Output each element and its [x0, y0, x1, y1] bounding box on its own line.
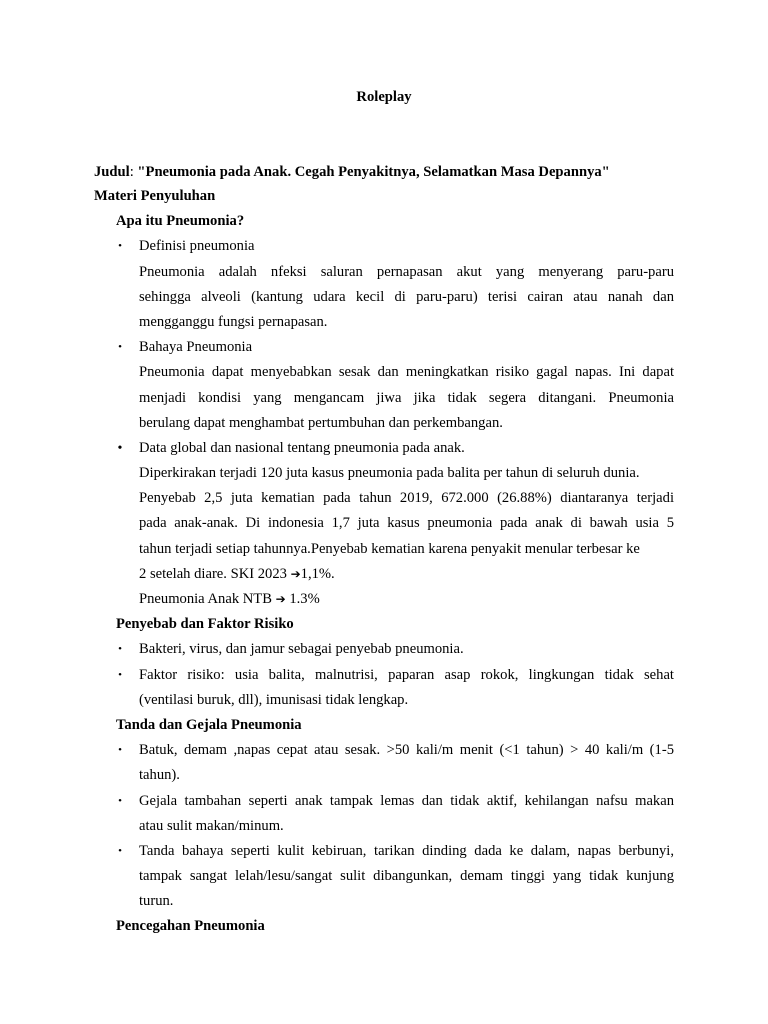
paragraph-data-global	[94, 461, 674, 612]
bullet-icon: •	[118, 341, 122, 354]
paragraph-line: (ventilasi buruk, dll), imunisasi tidak lengkap.	[139, 691, 409, 708]
paragraph-line: atau sulit makan/minum.	[139, 817, 284, 834]
arrow-right-icon: ➔	[290, 566, 301, 581]
paragraph-line: tampak sangat lelah/lesu/sangat sulit dibangunkan, demam tinggi yang tidak kunjung	[139, 868, 674, 885]
bullet-item-bahaya	[94, 335, 674, 360]
paragraph-line: Faktor risiko: usia balita, malnutrisi, paparan asap rokok, lingkungan tidak sehat	[139, 666, 674, 683]
judul-text: "Pneumonia pada Anak. Cegah Penyakitnya, Selamatkan Masa Depannya"	[137, 164, 610, 180]
ntb-prefix: Pneumonia Anak NTB	[139, 591, 276, 607]
paragraph-line: pada anak-anak. Di indonesia 1,7 juta kasus pneumonia pada anak di bawah usia 5	[139, 515, 674, 532]
paragraph-line: Batuk, demam ,napas cepat atau sesak. >50 kali/m menit (<1 tahun) > 40 kali/m (1-5	[139, 742, 674, 759]
bullet-icon: •	[118, 744, 122, 757]
bullet-icon: •	[118, 794, 122, 807]
bullet-item-tanda-bahaya	[94, 839, 674, 915]
judul-separator: :	[129, 164, 134, 180]
bullet-label: Data global dan nasional tentang pneumonia pada anak.	[139, 439, 465, 456]
paragraph-line: Diperkirakan terjadi 120 juta kasus pneumonia pada balita per tahun di seluruh dunia.	[139, 465, 640, 482]
paragraph-line: menjadi kondisi yang mengancam jiwa jika tidak segera ditangani. Pneumonia	[139, 389, 674, 406]
paragraph-line: Pneumonia adalah nfeksi saluran pernapasan akut yang menyerang paru-paru	[139, 263, 674, 280]
paragraph-line: Gejala tambahan seperti anak tampak lemas dan tidak aktif, kehilangan nafsu makan	[139, 792, 674, 809]
bullet-icon: •	[117, 440, 123, 456]
ski-prefix: 2 setelah diare. SKI 2023	[139, 565, 291, 582]
ski-line	[139, 562, 674, 587]
ski-value: 1,1%.	[300, 565, 335, 582]
bullet-item-bakteri	[94, 637, 674, 662]
ntb-value: 1.3%	[285, 591, 320, 607]
ntb-line	[139, 587, 674, 612]
section-heading-penyebab: Penyebab dan Faktor Risiko	[116, 616, 294, 633]
paragraph-line: tahun).	[139, 767, 180, 784]
paragraph-bahaya	[94, 360, 674, 436]
bullet-item-gejala-tambahan	[94, 789, 674, 839]
paragraph-faktor-risiko	[139, 663, 674, 713]
paragraph-line: mengganggu fungsi pernapasan.	[139, 313, 328, 330]
materi-heading: Materi Penyuluhan	[94, 188, 216, 204]
section-heading-pencegahan: Pencegahan Pneumonia	[116, 918, 265, 935]
paragraph-line: Tanda bahaya seperti kulit kebiruan, tarikan dinding dada ke dalam, napas berbunyi,	[139, 842, 674, 859]
judul-label: Judul	[94, 164, 130, 180]
paragraph-batuk	[139, 738, 674, 788]
section-heading-apa-itu: Apa itu Pneumonia?	[116, 213, 245, 230]
paragraph-definisi	[94, 260, 674, 336]
bullet-icon: •	[118, 844, 122, 857]
paragraph-line: sehingga alveoli (kantung udara kecil di paru-paru) terisi cairan atau nanah dan	[139, 288, 674, 305]
paragraph-line: turun.	[139, 893, 174, 910]
arrow-right-icon: ➔	[275, 592, 286, 606]
bullet-label: Bahaya Pneumonia	[139, 339, 253, 356]
bullet-item-batuk	[94, 738, 674, 788]
bullet-label: Bakteri, virus, dan jamur sebagai penyebab pneumonia.	[139, 641, 464, 658]
judul-line	[94, 163, 674, 181]
document-page	[94, 0, 674, 1024]
paragraph-line: Pneumonia dapat menyebabkan sesak dan meningkatkan risiko gagal napas. Ini dapat	[139, 364, 674, 381]
bullet-label: Definisi pneumonia	[139, 238, 255, 255]
paragraph-line: Penyebab 2,5 juta kematian pada tahun 2019, 672.000 (26.88%) diantaranya terjadi	[139, 490, 674, 507]
bullet-icon: •	[118, 240, 122, 253]
section-heading-tanda-gejala: Tanda dan Gejala Pneumonia	[116, 716, 302, 733]
bullet-item-definisi	[94, 234, 674, 259]
paragraph-line: berulang dapat menghambat pertumbuhan dan perkembangan.	[139, 414, 503, 431]
document-title: Roleplay	[356, 89, 412, 105]
paragraph-gejala-tambahan	[139, 789, 674, 839]
bullet-icon: •	[118, 643, 122, 656]
paragraph-line: tahun terjadi setiap tahunnya.Penyebab kematian karena penyakit menular terbesar ke	[139, 540, 640, 557]
bullet-icon: •	[118, 668, 122, 681]
bullet-item-data-global	[94, 436, 674, 461]
paragraph-tanda-bahaya	[139, 839, 674, 915]
document-body	[94, 184, 674, 940]
bullet-item-faktor-risiko	[94, 663, 674, 713]
